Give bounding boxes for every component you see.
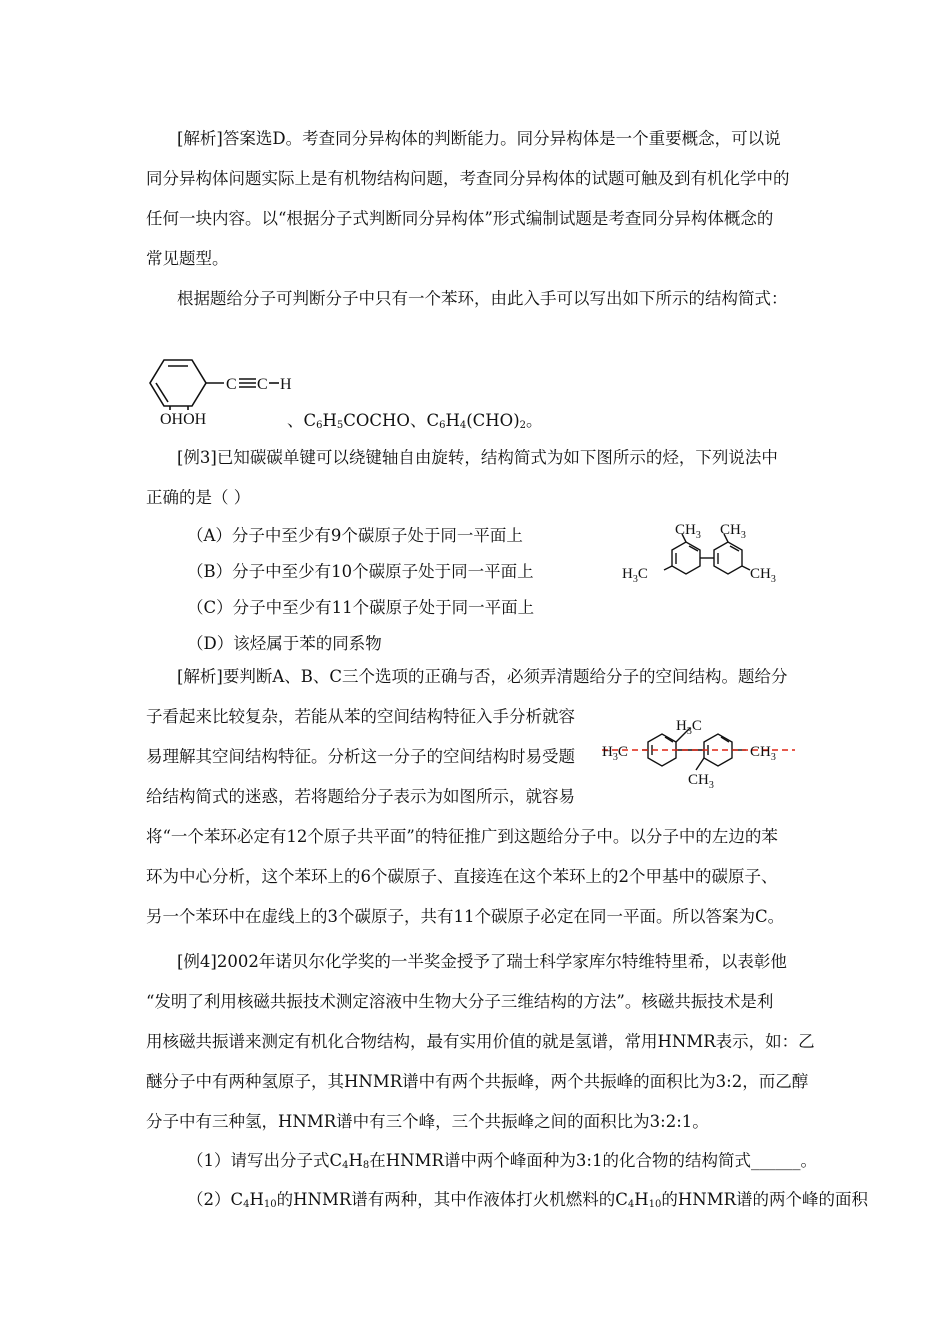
carbon-label: C [257,376,268,393]
example-3-line-1: [例3]已知碳碳单键可以绕键轴自由旋转，结构简式为如下图所示的烃，下列说法中 [177,448,778,467]
structure-biphenyl-plane [600,710,800,790]
question-2: $(2)C_4H_{10}$的HNMR谱有两种，其中作液体打火机燃料的$C_4H_{10}$的HNMR谱的两个峰的面积 [187,1190,869,1210]
analysis-line-2: 同分异构体问题实际上是有机物结构问题，考查同分异构体的试题可触及到有机化学中的 [146,169,790,188]
methyl-label: $CH_3$ [688,772,714,790]
carbon-label: C [226,376,237,393]
question-1: （1）请写出分子式$C_4H_8$在HNMR谱中两个峰面种为3:1的化合物的结构简式______。 [187,1151,817,1171]
methyl-label: $H_3C$ [676,718,702,737]
example-4-line-5: 分子中有三种氢，HNMR谱中有三个峰，三个共振峰之间的面积比为3:2:1。 [146,1112,709,1131]
analysis-3-line-5: 将“一个苯环必定有12个原子共平面”的特征推广到这题给分子中。以分子中的左边的苯 [146,827,778,846]
example-3-line-2: 正确的是（ ） [146,488,251,507]
option-d: （D）该烃属于苯的同系物 [187,634,382,653]
methyl-label: $CH_3$ [675,522,701,541]
analysis-line-1: [解析]答案选D。考查同分异构体的判断能力。同分异构体是一个重要概念，可以说 [177,129,781,148]
option-b: （B）分子中至少有10个碳原子处于同一平面上 [187,562,534,581]
methyl-label: $H_3C$ [622,566,648,585]
example-4-line-2: “发明了利用核磁共振技术测定溶液中生物大分子三维结构的方法”。核磁共振技术是利 [146,992,774,1011]
example-4-line-4: 醚分子中有两种氢原子，其HNMR谱中有两个共振峰，两个共振峰的面积比为3:2，而乙醇 [146,1072,809,1091]
option-a: （A）分子中至少有9个碳原子处于同一平面上 [187,526,523,545]
example-4-line-1: [例4]2002年诺贝尔化学奖的一半奖金授予了瑞士科学家库尔特维特里希，以表彰他 [177,952,787,971]
analysis-line-3: 任何一块内容。以“根据分子式判断同分异构体”形式编制试题是考查同分异构体概念的 [146,209,774,228]
analysis-3-line-3: 易理解其空间结构特征。分析这一分子的空间结构时易受题 [146,747,575,766]
hydrogen-label: H [280,376,292,393]
formula-line: 、$C_6H_5COCHO$、$C_6H_4(CHO)_2$。 [287,411,543,431]
methyl-label: $CH_3$ [750,566,776,585]
analysis-3-line-7: 另一个苯环中在虚线上的3个碳原子，共有11个碳原子必定在同一平面。所以答案为C。 [146,907,785,926]
hydroxyl-labels: OHOH [160,411,207,428]
methyl-label: $CH_3$ [720,522,746,541]
methyl-label: $H_3C$ [602,744,628,763]
structure-tetramethylbiphenyl [620,520,790,590]
analysis-3-line-1: [解析]要判断A、B、C三个选项的正确与否，必须弄清题给分子的空间结构。题给分 [177,667,788,686]
methyl-label: $CH_3$ [750,744,776,763]
analysis-3-line-4: 给结构简式的迷惑，若将题给分子表示为如图所示，就容易 [146,787,575,806]
analysis-3-line-6: 环为中心分析，这个苯环上的6个碳原子、直接连在这个苯环上的2个甲基中的碳原子、 [146,867,778,886]
analysis-line-4: 常见题型。 [146,249,229,268]
analysis-3-line-2: 子看起来比较复杂，若能从苯的空间结构特征入手分析就容 [146,707,575,726]
example-4-line-3: 用核磁共振谱来测定有机化合物结构，最有实用价值的就是氢谱，常用HNMR表示，如：乙 [146,1032,815,1051]
option-c: （C）分子中至少有11个碳原子处于同一平面上 [187,598,535,617]
paragraph-2: 根据题给分子可判断分子中只有一个苯环，由此入手可以写出如下所示的结构简式： [177,289,788,308]
structure-ethynyl-diol [140,350,310,430]
